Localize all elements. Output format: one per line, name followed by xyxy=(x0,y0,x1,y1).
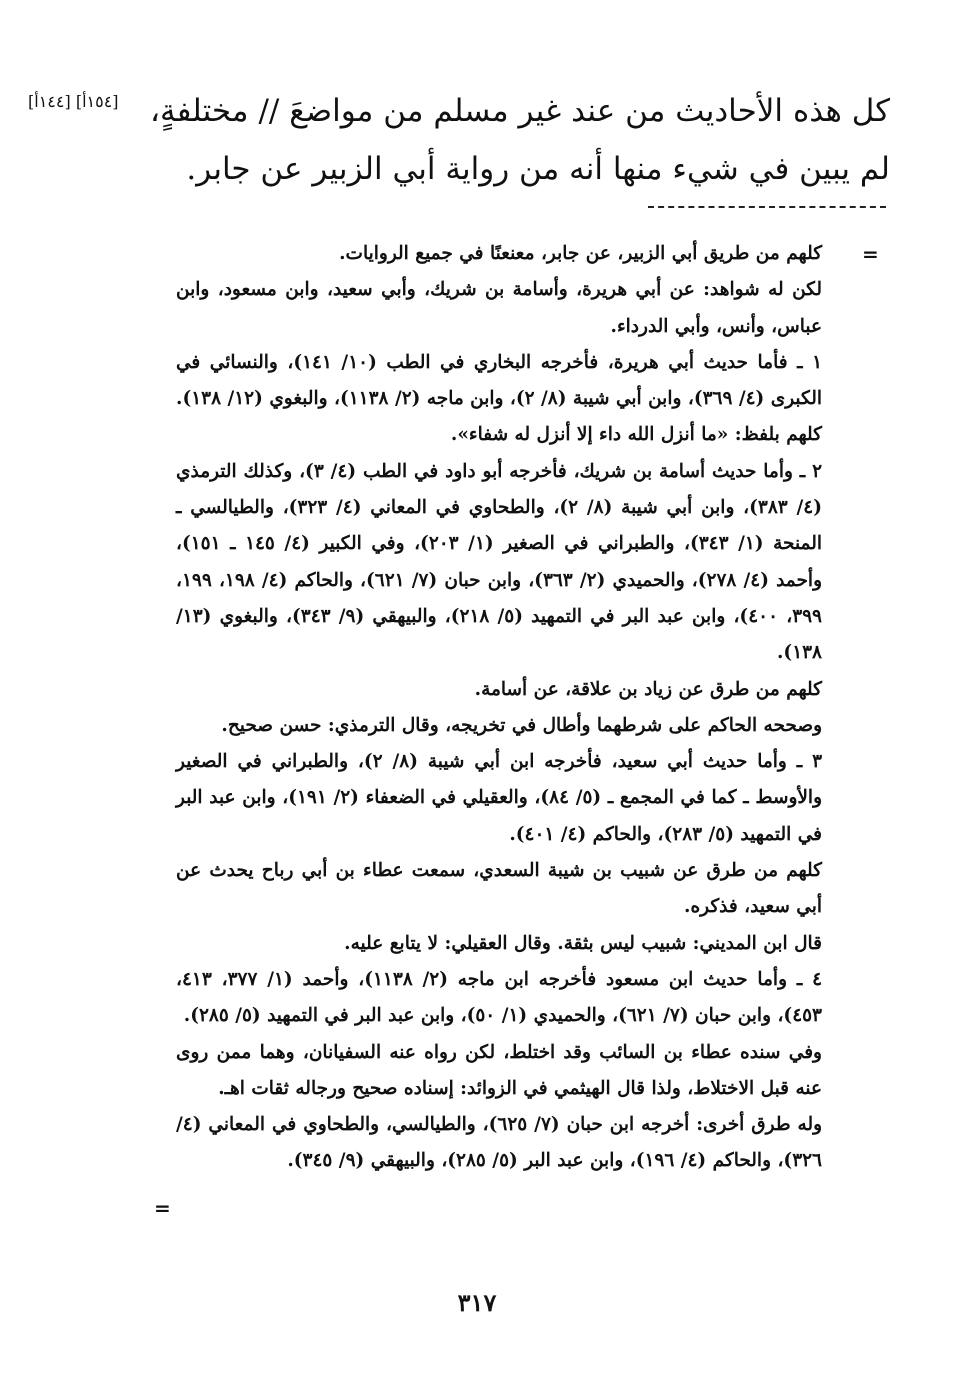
footnote-paragraph: وله طرق أخرى: أخرجه ابن حبان (٧/ ٦٢٥)، والطيالسي، والطحاوي في المعاني (٤/ ٣٢٦)، والحاكم (٤/ ١٩٦)، وابن عبد البر (٥/ ٢٨٥)، والبيهقي (٩/ ٣٤٥). xyxy=(176,1114,823,1172)
footnote-paragraph: وفي سنده عطاء بن السائب وقد اختلط، لكن رواه عنه السفيانان، وهما ممن روى عنه قبل الاختلاط، ولذا قال الهيثمي في الزوائد: إسناده صحيح ورجاله ثقات اهـ. xyxy=(176,1041,822,1099)
footnotes xyxy=(176,236,822,1180)
footnote-paragraph: ٣ ـ وأما حديث أبي سعيد، فأخرجه ابن أبي شيبة (٨/ ٢)، والطبراني في الصغير والأوسط ـ كما في المجمع ـ (٥/ ٨٤)، والعقيلي في الضعفاء (٢/ ١٩١)، وابن عبد البر في التمهيد (٥/ ٢٨٣)، والحاكم (٤/ ٤٠١). xyxy=(176,751,823,845)
main-text: كل هذه الأحاديث من عند غير مسلم من مواضعَ // مختلفةٍ، لم يبين في شيء منها أنه من رواية أبي الزبير عن جابر. xyxy=(150,93,890,187)
footnote-paragraph: ٤ ـ وأما حديث ابن مسعود فأخرجه ابن ماجه (٢/ ١١٣٨)، وأحمد (١/ ٣٧٧، ٤١٣، ٤٥٣)، وابن حبان (٧/ ٦٢١)، والحميدي (١/ ٥٠)، وابن عبد البر في التمهيد (٥/ ٢٨٥). xyxy=(176,968,822,1027)
footnote-paragraph: وصححه الحاكم على شرطهما وأطال في تخريجه، وقال الترمذي: حسن صحيح. xyxy=(221,714,822,736)
continuation-mark-bottom: = xyxy=(154,1196,171,1220)
continuation-mark-top: = xyxy=(862,242,879,266)
footnote-paragraph: كلهم بلفظ: «ما أنزل الله داء إلا أنزل له شفاء». xyxy=(450,424,822,446)
footnote-paragraph: لكن له شواهد: عن أبي هريرة، وأسامة بن شريك، وأبي سعيد، وابن مسعود، وابن عباس، وأنس، وأبي الدرداء. xyxy=(176,279,822,337)
page-number: ٣١٧ xyxy=(457,1288,497,1317)
footnote-paragraph: قال ابن المديني: شبيب ليس بثقة. وقال العقيلي: لا يتابع عليه. xyxy=(344,932,822,954)
footnote-paragraph: ٢ ـ وأما حديث أسامة بن شريك، فأخرجه أبو داود في الطب (٤/ ٣)، وكذلك الترمذي (٤/ ٣٨٣)، وابن أبي شيبة (٨/ ٢)، والطحاوي في المعاني (٤/ ٣٢٣)، والطيالسي ـ المنحة (١/ ٣٤٣)، والطبراني في الصغير (١/ ٢٠٣)، وفي الكبير (٤/ ١٤٥ ـ ١٥١)، وأحمد (٤/ ٢٧٨)، والحميدي (٢/ ٣٦٣)، وابن حبان (٧/ ٦٢١)، والحاكم (٤/ ١٩٨، ١٩٩، ٣٩٩، ٤٠٠)، وابن عبد البر في التمهيد (٥/ ٢١٨)، والبيهقي (٩/ ٣٤٣)، والبغوي (١٣/ ١٣٨). xyxy=(176,460,823,664)
footnote-paragraph: كلهم من طرق عن شبيب بن شيبة السعدي، سمعت عطاء بن أبي رباح يحدث عن أبي سعيد، فذكره. xyxy=(176,860,822,918)
footnote-separator xyxy=(648,206,886,208)
footnote-paragraph: ١ ـ فأما حديث أبي هريرة، فأخرجه البخاري في الطب (١٠/ ١٤١)، والنسائي في الكبرى (٤/ ٣٦٩)، وابن أبي شيبة (٨/ ٢)، وابن ماجه (٢/ ١١٣٨)، والبغوي (١٢/ ١٣٨). xyxy=(176,351,822,410)
footnote-paragraph: كلهم من طريق أبي الزبير، عن جابر، معنعنًا في جميع الروايات. xyxy=(339,243,822,264)
footnote-paragraph: كلهم من طرق عن زياد بن علاقة، عن أسامة. xyxy=(474,678,822,700)
margin-manuscript-refs: [١٤٤أ] [١٥٤أ] xyxy=(28,92,119,111)
